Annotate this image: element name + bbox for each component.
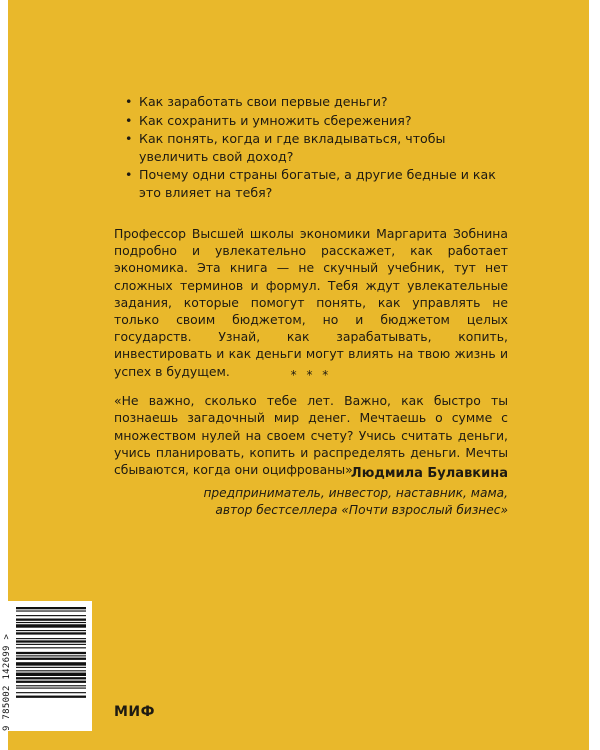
testimonial-quote: «Не важно, сколько тебе лет. Важно, как быстро ты познаешь загадочный мир денег. Мечтаешь о сумме с множеством нулей на своем счету? Учись считать деньги, учись планировать, копить и распределять деньги. Мечты сбываются, когда они оцифрованы». <box>114 393 508 478</box>
barcode-bar <box>16 673 86 676</box>
isbn-barcode <box>0 601 92 731</box>
barcode-bar <box>16 681 86 683</box>
question-item: • Почему одни страны богатые, а другие бедные и как это влияет на тебя? <box>125 166 505 201</box>
question-item: • Как понять, когда и где вкладываться, чтобы увеличить свой доход? <box>125 130 505 165</box>
barcode-bar <box>16 670 86 671</box>
barcode-bar <box>16 688 86 689</box>
barcode-bar <box>16 622 86 623</box>
barcode-bar <box>16 647 86 648</box>
barcode-bar <box>16 632 86 634</box>
barcode-bar <box>16 610 86 611</box>
barcode-bar <box>16 652 86 654</box>
barcode-bar <box>16 677 86 679</box>
barcode-bar <box>16 624 86 627</box>
question-list <box>125 93 505 202</box>
book-description: Профессор Высшей школы экономики Маргарита Зобнина подробно и увлекательно расскажет, как работает экономика. Эта книга — не скучный учебник, тут нет сложных терминов и формул. Тебя ждут увлекательные задания, которые помогут понять, как управлять не только своим бюджетом, но и бюджетом целых государств. Узнай, как зарабатывать, копить, инвестировать и как деньги могут влиять на твою жизнь и успех в будущем. <box>114 226 508 379</box>
barcode-bar <box>16 667 86 668</box>
barcode-bar <box>16 658 86 660</box>
barcode-bar <box>16 644 86 645</box>
barcode-bar <box>16 640 86 642</box>
barcode-bar <box>16 692 86 693</box>
quote-author-role <box>168 485 508 519</box>
question-item: • Как сохранить и умножить сбережения? <box>125 112 505 130</box>
quote-author-name: Людмила Булавкина <box>350 466 508 481</box>
barcode-bar <box>16 655 86 656</box>
barcode-bar <box>16 607 86 609</box>
book-back-cover <box>8 0 589 750</box>
barcode-bar <box>16 619 86 621</box>
barcode-bar <box>16 696 86 698</box>
barcode-bar <box>16 615 86 616</box>
section-separator: * * * <box>290 368 332 382</box>
publisher-logo: МИФ <box>114 704 156 720</box>
barcode-bar <box>16 638 86 639</box>
barcode-bars <box>16 605 88 727</box>
author-role-line: предприниматель, инвестор, наставник, мама, <box>203 486 508 500</box>
barcode-bar <box>16 662 86 665</box>
barcode-digits: 9 785002 142699 > <box>2 633 12 731</box>
question-item: • Как заработать свои первые деньги? <box>125 93 505 111</box>
barcode-bar <box>16 685 86 686</box>
author-role-line: автор бестселлера «Почти взрослый бизнес» <box>215 503 508 518</box>
barcode-bar <box>16 630 86 631</box>
